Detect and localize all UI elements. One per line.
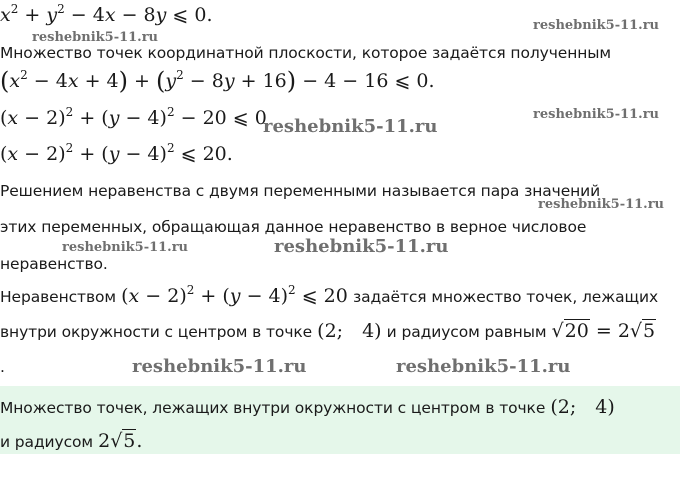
conclusion-inequality: $(x - 2)^2 + (y - 4)^2$ ⩽ 20 [121,283,348,307]
watermark: reshebnik5-11.ru [533,107,660,122]
watermark: reshebnik5-11.ru [132,356,307,377]
watermark: reshebnik5-11.ru [62,240,189,255]
watermark: reshebnik5-11.ru [396,356,571,377]
conclusion-suffix: задаётся множество точек, лежащих [352,288,659,306]
center-point: (2; 4) [317,320,382,342]
watermark: reshebnik5-11.ru [263,116,438,137]
watermark: reshebnik5-11.ru [274,236,449,257]
inequality-squares: $(x - 2)^2 + (y - 4)^2 - 20$ ⩽ 0 [0,105,267,129]
answer-line-2 [0,430,142,453]
radius-label: и радиусом равным [386,323,547,341]
answer-line-1 [0,396,615,419]
watermark: reshebnik5-11.ru [538,197,665,212]
watermark: reshebnik5-11.ru [32,30,159,45]
inequality-grouped: $(x^2 - 4x + 4) + (y^2 - 8y + 16) - 4 - 16$ ⩽ 0. [0,67,435,95]
answer-radius: 2√5. [98,430,143,452]
conclusion-line-1 [0,285,658,308]
center-prefix: внутри окружности с центром в точке [0,323,313,341]
answer-text: Множество точек, лежащих внутри окружности с центром в точке [0,399,546,417]
answer-center: (2; 4) [550,396,615,418]
inequality-original: $x^2 + y^2 - 4x - 8y$ ⩽ 0. [0,2,213,26]
definition-line-1: Решением неравенства с двумя переменными называется пара значений [0,182,601,200]
intro-text: Множество точек координатной плоскости, которое задаётся полученным [0,44,612,62]
inequality-circle: $(x - 2)^2 + (y - 4)^2$ ⩽ 20. [0,141,233,165]
radius-value: √20 = 2√5 [551,320,656,342]
period: . [0,358,5,376]
definition-line-2: этих переменных, обращающая данное неравенство в верное числовое [0,218,587,236]
conclusion-line-2 [0,320,656,343]
watermark: reshebnik5-11.ru [533,18,660,33]
conclusion-prefix: Неравенством [0,288,116,306]
definition-line-3: неравенство. [0,255,108,273]
answer-radius-label: и радиусом [0,433,93,451]
